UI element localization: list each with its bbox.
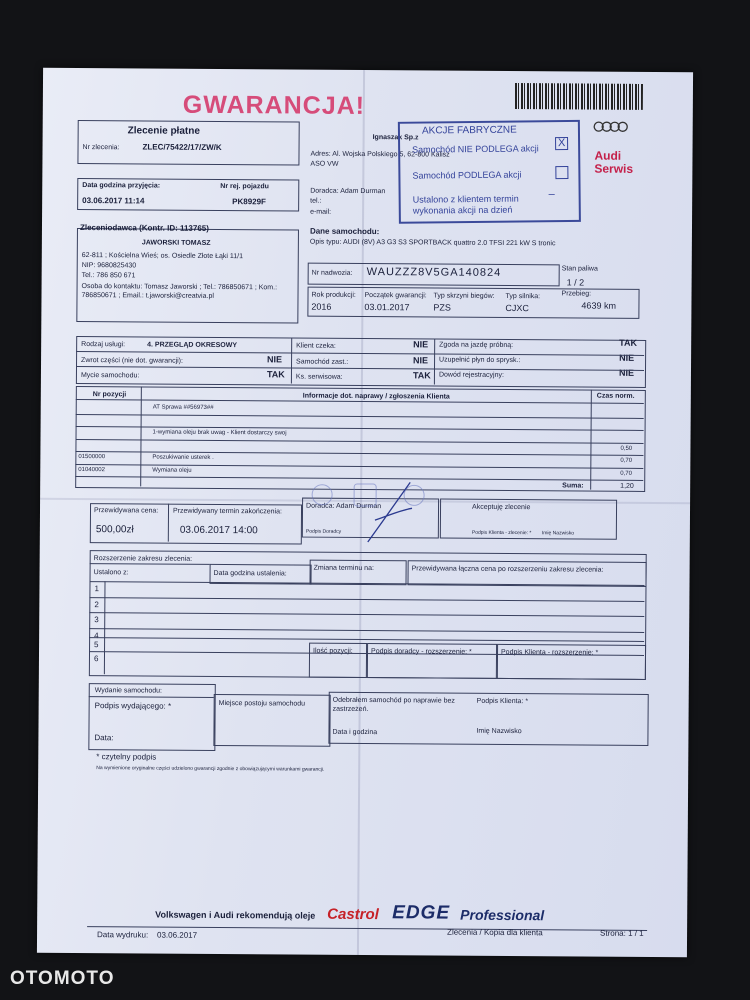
car-heading: Dane samochodu: (309, 226, 380, 237)
client-accept-sign: Podpis Klienta - zlecenie: * (471, 529, 532, 537)
parts-label: Zwrot części (nie dot. gwarancji): (81, 357, 183, 365)
stamp-line2: Samochód NIE PODLEGA akcji (412, 143, 539, 155)
sum-label: Suma: (562, 482, 584, 490)
warranty-label: Początek gwarancji: (364, 291, 427, 300)
qty-label: Ilość pozycji: (313, 647, 353, 655)
fuel-label: Stan paliwa (561, 265, 598, 273)
vin-label: Nr nadwozia: (311, 269, 353, 277)
audi-brand: Audi (594, 148, 622, 163)
fuel-value: 1 / 2 (566, 277, 585, 288)
release-datetime: Data i godzina (332, 728, 378, 737)
release-client-sign: Podpis Klienta: * (476, 697, 529, 706)
price-label: Przewidywana cena: (93, 507, 159, 515)
engine-value: CJXC (505, 302, 529, 314)
mileage-label: Przebieg: (561, 290, 592, 298)
table-cell-time: 0,50 (620, 445, 633, 452)
page-label: Strona: 1 / 1 (600, 928, 644, 938)
ext-change-label: Zmiana terminu na: (313, 564, 374, 573)
document-title: GWARANCJA! (182, 90, 366, 120)
accept-label: Akceptuję zlecenie (472, 503, 531, 512)
extension-row-number: 1 (94, 584, 99, 594)
table-cell-nr: 01040002 (78, 466, 106, 473)
print-date: 03.06.2017 (157, 930, 198, 940)
client-nip: NIP: 9680825430 (81, 262, 137, 270)
received-label: Odebrałem samochód po naprawie bez zastrzeżeń. (332, 696, 455, 714)
barcode (515, 83, 643, 110)
wash-label: Mycie samochodu: (80, 372, 140, 380)
reg-value: PK8929F (232, 197, 266, 207)
client-contact2: 786850671 ; Email.: t.jaworski@creatvia.pl (81, 292, 214, 300)
castrol-logo: Castrol (327, 905, 379, 924)
extension-rows (43, 68, 693, 73)
gearbox-label: Typ skrzyni biegów: (433, 292, 495, 300)
vin-value: WAUZZZ8V5GA140824 (366, 266, 502, 279)
parts-value: NIE (267, 354, 283, 365)
release-issuer: Podpis wydającego: * (94, 701, 172, 711)
col-info: Informacje dot. naprawy / zgłoszenia Klienta (302, 392, 450, 401)
doc-label: Dowód rejestracyjny: (438, 371, 504, 379)
table-cell-desc: 1-wymiana oleju brak uwag - Klient dostarczy swoj (152, 429, 287, 437)
advisor-sign-label: Podpis Doradcy (305, 528, 342, 535)
price-value: 500,00zł (95, 524, 134, 536)
engine-label: Typ silnika: (505, 292, 541, 301)
year-value: 2016 (311, 301, 332, 312)
client-contact: Osoba do kontaktu: Tomasz Jaworski ; Tel.: 786850671 ; Kom.: (81, 283, 278, 292)
wait-value: NIE (413, 339, 429, 350)
order-date-value: 03.06.2017 11:14 (82, 196, 145, 206)
ext-cli-sign: Podpis Klienta - rozszerzenie: * (501, 648, 599, 657)
sum-value: 1,20 (620, 482, 634, 490)
wash-value: TAK (266, 369, 285, 380)
order-heading: Zlecenie płatne (127, 125, 200, 137)
stamp-check-no: X (555, 137, 568, 150)
print-label: Data wydruku: (97, 930, 149, 940)
end-value: 03.06.2017 14:00 (179, 524, 258, 537)
warranty-note: Na wymienione oryginalne części udzielono gwarancji zgodnie z obowiązującymi warunkami gwarancji. (96, 765, 325, 773)
client-heading: Zleceniodawca (Kontr. ID: 113765) (79, 223, 209, 233)
stamp-line1: AKCJE FABRYCZNE (421, 124, 517, 137)
advisor-name: Doradca: Adam Durman (306, 502, 382, 511)
order-nr-label: Nr zlecenia: (82, 144, 120, 152)
end-label: Przewidywany termin zakończenia: (172, 507, 282, 516)
work-table-rows (43, 68, 693, 73)
ext-price-label: Przewidywana łączna cena po rozszerzeniu zakresu zlecenia: (411, 565, 604, 574)
year-label: Rok produkcji: (311, 291, 356, 299)
sub-value: NIE (413, 355, 429, 366)
stamp-check-yes (555, 166, 568, 179)
recommend-text: Volkswagen i Audi rekomendują oleje (155, 909, 316, 921)
table-cell-desc: AT Sprawa ##56973## (152, 404, 214, 411)
table-cell-desc: Wymiana oleju (152, 467, 192, 474)
table-cell-time: 0,70 (620, 457, 633, 464)
ext-date-label: Data godzina ustalenia: (213, 569, 287, 578)
client-name: JAWORSKI TOMASZ (141, 239, 211, 247)
release-name: Imię Nazwisko (476, 727, 522, 736)
factory-actions-stamp (398, 120, 581, 224)
gearbox-value: PZS (433, 302, 451, 313)
extension-row-number: 3 (94, 615, 99, 625)
wait-label: Klient czeka: (296, 342, 336, 350)
stamp-line3: Samochód PODLEGA akcji (412, 169, 522, 181)
table-cell-desc: Poszukiwanie usterek . (152, 454, 214, 461)
sub-label: Samochód zast.: (296, 358, 349, 366)
accept-name-label: Imię Nazwisko (541, 530, 575, 537)
dealer-email: e-mail: (310, 208, 332, 216)
dealer-aso: ASO VW (310, 160, 339, 168)
signature-scribble (350, 480, 420, 550)
col-time: Czas norm. (596, 392, 635, 400)
dealer-address: Adres: Al. Wojska Polskiego 5, 62-800 Kalisz (310, 150, 450, 159)
readable-note: * czytelny podpis (96, 752, 157, 762)
stamp-line5: wykonania akcji na dzień (412, 204, 513, 216)
release-date: Data: (94, 733, 114, 743)
dealer-tel: tel.: (310, 197, 322, 205)
client-addr: 62-811 ; Kościelna Wieś; os. Osiedle Złote Łąki 11/1 (81, 252, 244, 261)
book-value: TAK (412, 370, 431, 381)
client-tel: Tel.: 786 850 671 (81, 272, 136, 280)
agreed-label: Ustalono z: (93, 569, 129, 577)
professional-logo: Professional (460, 906, 545, 924)
warranty-document (37, 68, 693, 958)
warranty-value: 03.01.2017 (364, 301, 410, 313)
table-cell-time: 0,70 (620, 470, 632, 477)
car-model: Opis typu: AUDI (8V) A3 G3 S3 SPORTBACK quattro 2.0 TFSI 221 kW S tronic (309, 238, 556, 248)
parking-label: Miejsce postoju samochodu (218, 699, 306, 708)
service-type-label: Rodzaj usługi: (81, 341, 126, 349)
washer-label: Uzupełnić płyn do sprysk.: (439, 356, 521, 365)
doc-value: NIE (618, 367, 635, 378)
dealer-name: Ignaszak Sp.z (372, 134, 419, 142)
extension-row-number: 2 (94, 599, 99, 609)
table-cell-nr: 01500000 (78, 453, 106, 461)
edge-logo: EDGE (392, 902, 451, 924)
dealer-advisor: Doradca: Adam Durman (310, 187, 386, 196)
washer-value: NIE (619, 352, 635, 363)
audi-rings-icon (593, 120, 629, 138)
order-date-label: Data godzina przyjęcia: (82, 182, 161, 190)
reg-label: Nr rej. pojazdu (220, 182, 269, 191)
extension-row-number: 4 (94, 630, 99, 640)
order-nr-value: ZLEC/75422/17/ZW/K (142, 142, 222, 152)
stamp-dash: – (548, 188, 555, 201)
copy-label: Zlecenia / Kopia dla klienta (447, 927, 543, 938)
extension-row-number: 5 (94, 639, 99, 649)
mileage-value: 4639 km (581, 300, 617, 311)
release-heading: Wydanie samochodu: (94, 687, 163, 695)
book-label: Ks. serwisowa: (295, 373, 343, 381)
stamp-line4: Ustalono z klientem termin (412, 193, 519, 205)
drive-value: TAK (619, 337, 638, 348)
ext-adv-sign: Podpis doradcy - rozszerzenie: * (371, 648, 472, 656)
service-type: 4. PRZEGLĄD OKRESOWY (147, 341, 238, 350)
col-nr: Nr pozycji (92, 391, 127, 399)
drive-label: Zgoda na jazdę próbną: (439, 341, 514, 350)
otomoto-watermark: OTOMOTO (10, 968, 115, 989)
extension-heading: Rozszerzenie zakresu zlecenia: (93, 555, 193, 563)
serwis-brand: Serwis (594, 161, 634, 176)
extension-row-number: 6 (93, 653, 99, 663)
